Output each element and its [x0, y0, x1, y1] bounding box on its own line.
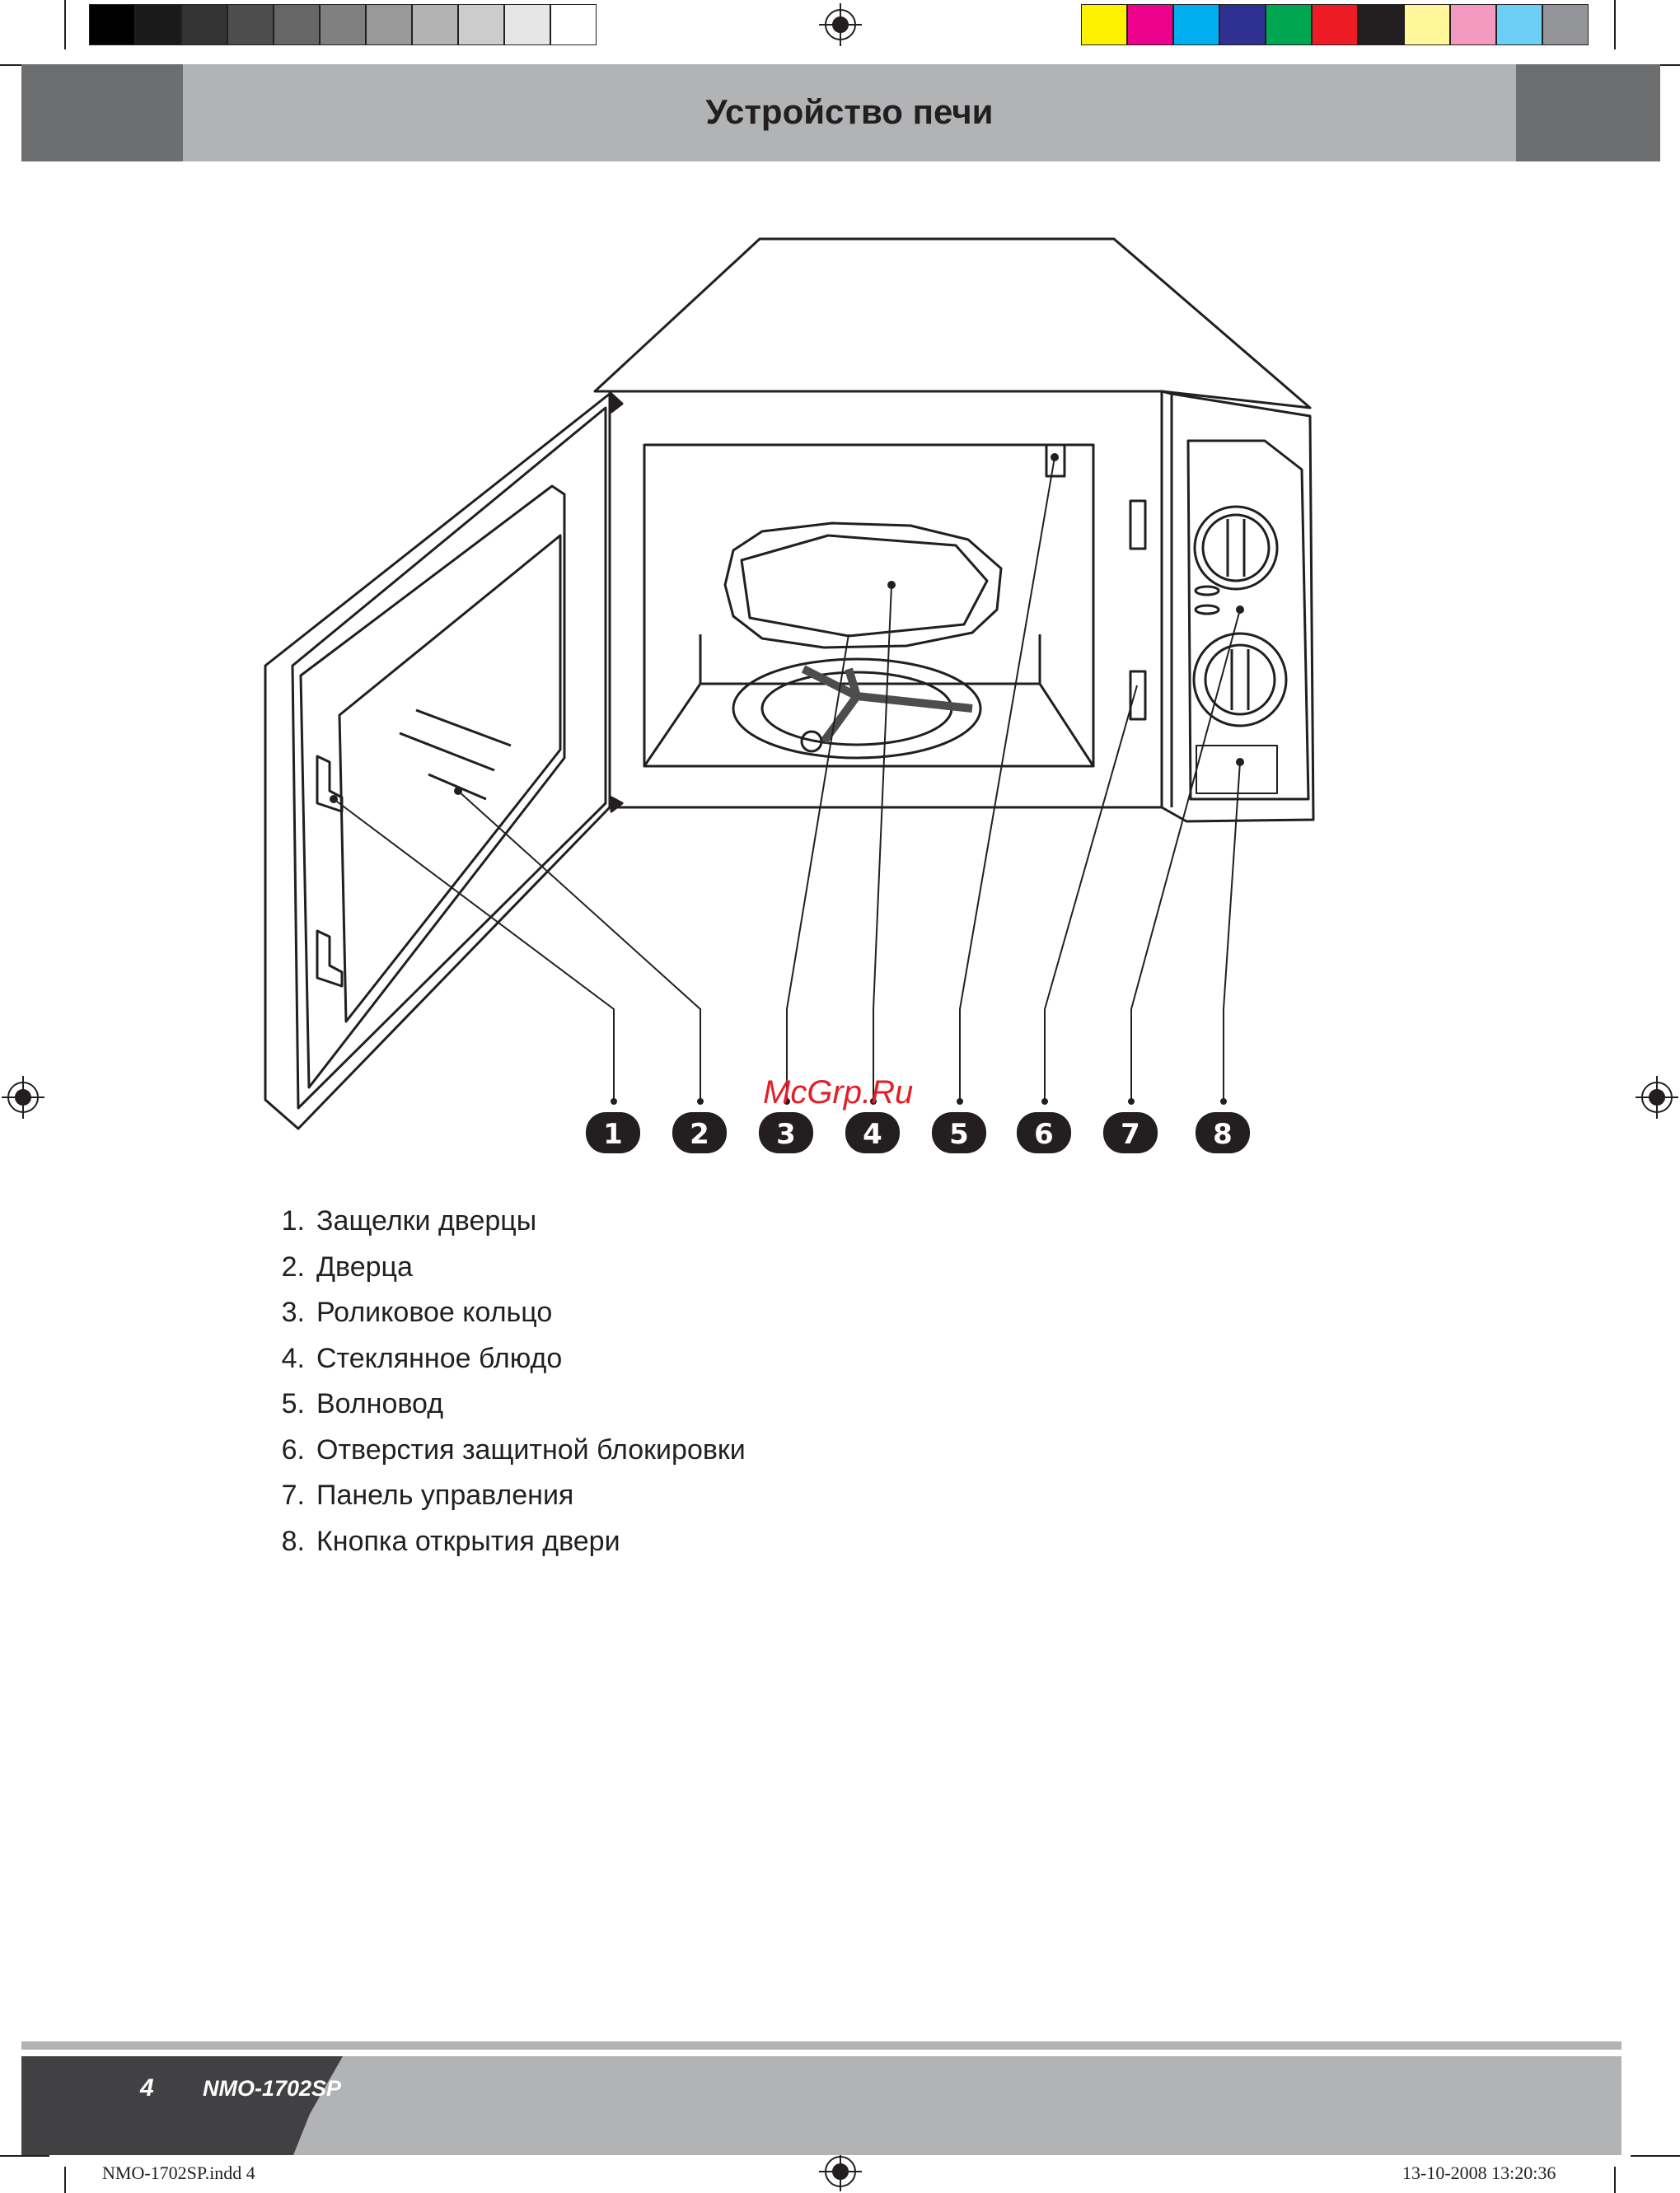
page-number: 4: [140, 2074, 154, 2102]
list-item: [264, 1526, 620, 1558]
list-item: [264, 1480, 573, 1512]
interlock-hole-bottom: [1130, 671, 1145, 719]
list-item-number: 5.: [281, 1388, 305, 1419]
registration-mark-right: [1636, 1076, 1678, 1119]
footer-file-name: NMO-1702SP.indd 4: [102, 2163, 255, 2183]
callout-number-8: 8: [1213, 1118, 1233, 1151]
leader-line-8: [1224, 762, 1240, 1100]
list-item: [264, 1343, 562, 1375]
list-item: [264, 1251, 413, 1284]
list-item: [264, 1388, 443, 1420]
list-item-label: Панель управления: [316, 1480, 574, 1511]
callout-number-2: 2: [690, 1118, 709, 1151]
footer-date: 13-10-2008 13:20:36: [1402, 2163, 1556, 2183]
list-item-number: 4.: [281, 1343, 305, 1374]
callout-badges: [586, 1112, 1250, 1153]
list-item: [264, 1434, 746, 1466]
registration-mark-bottom: [819, 2150, 862, 2191]
list-item-number: 3.: [281, 1297, 305, 1328]
leader-line-5: [960, 457, 1055, 1100]
door-window: [339, 535, 560, 1022]
registration-mark-top: [819, 3, 862, 46]
watermark: McGrp.Ru: [763, 1074, 914, 1111]
list-item-number: 1.: [281, 1205, 305, 1237]
leader-line-4: [873, 585, 891, 1100]
leader-line-6: [1045, 685, 1137, 1100]
door-latch-bottom: [317, 931, 342, 986]
footer-rule: [21, 2041, 1622, 2050]
list-item-number: 8.: [281, 1526, 305, 1557]
list-item-label: Отверстия защитной блокировки: [316, 1434, 746, 1466]
interlock-hole-top: [1130, 501, 1145, 549]
list-item: [264, 1297, 552, 1329]
list-item-label: Волновод: [316, 1388, 444, 1419]
leader-line-1: [334, 799, 614, 1100]
list-item-number: 6.: [281, 1434, 305, 1466]
list-item-number: 7.: [281, 1480, 305, 1511]
open-button: [1196, 746, 1277, 793]
footer-bar: [199, 2056, 1622, 2155]
timer-knob-bottom: [1194, 634, 1286, 726]
callout-number-3: 3: [776, 1118, 796, 1151]
list-item: [264, 1205, 536, 1237]
callout-number-1: 1: [603, 1118, 623, 1151]
oven-top: [595, 239, 1310, 408]
oven-cavity: [644, 445, 1093, 766]
leader-line-3: [787, 634, 849, 1100]
callout-number-6: 6: [1034, 1118, 1054, 1151]
page-title: Устройство печи: [705, 92, 994, 131]
timer-knob-top: [1195, 507, 1277, 589]
model-name: NMO-1702SP: [203, 2076, 342, 2101]
glass-dish: [725, 523, 1001, 648]
callout-number-5: 5: [949, 1118, 969, 1151]
list-item-number: 2.: [281, 1251, 305, 1283]
list-item-label: Дверца: [316, 1251, 413, 1283]
callout-number-4: 4: [863, 1118, 882, 1151]
list-item-label: Кнопка открытия двери: [316, 1526, 620, 1557]
list-item-label: Стеклянное блюдо: [316, 1343, 563, 1374]
list-item-label: Защелки дверцы: [316, 1205, 537, 1237]
registration-mark-left: [2, 1076, 44, 1119]
callout-number-7: 7: [1121, 1118, 1140, 1151]
list-item-label: Роликовое кольцо: [316, 1297, 553, 1328]
footer-dark-block: [21, 2056, 343, 2155]
